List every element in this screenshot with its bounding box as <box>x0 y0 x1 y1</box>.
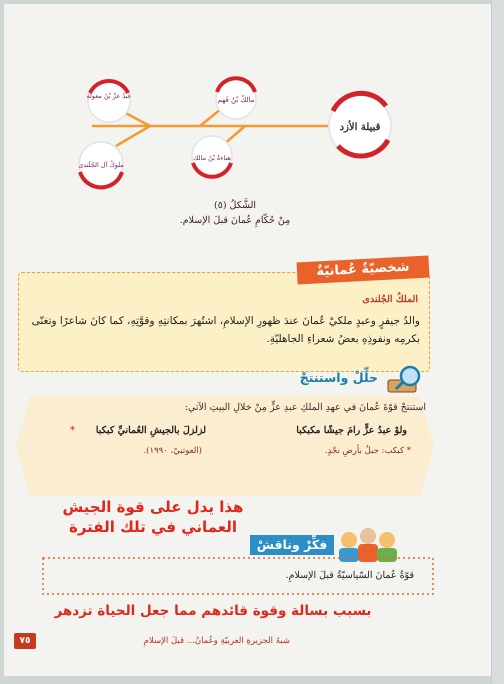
figure-caption: مِنْ حُكّامِ عُمانَ قبلَ الإسلام. <box>179 215 291 226</box>
handwritten-answer-2: بسبب بسالة وقوة قائدهم مما جعل الحياة تزدهر <box>54 603 372 619</box>
handwritten-answer-line-1: هذا يدل على قوة الجيش <box>62 498 244 516</box>
think-question: قوّةُ عُمانَ السّياسيّةُ قبلَ الإسلامِ. <box>285 570 414 581</box>
node-abd-izz <box>86 80 131 122</box>
magnifier-book-icon <box>384 364 428 396</box>
page-number: ٧٥ <box>14 633 36 649</box>
analyze-title: حلِّلْ واستنتجْ <box>299 370 378 385</box>
node-label: ملوكُ آل الجُلَندى <box>78 161 124 169</box>
analyze-question: استنتجْ قوّةَ عُمانَ في عهدِ الملكِ عبدِ عزٍّ مِنْ خلالِ البيتِ الآتي: <box>184 402 426 413</box>
verse-star: * <box>70 425 75 436</box>
chapter-footer: شبهُ الجزيرةِ العربيّةِ وعُمانُ... قبلَ الإسلامِ <box>143 636 290 646</box>
kabkab-note: * كبكب: جبلٌ بأرضِ نجْدٍ. <box>324 446 411 456</box>
node-label: عبدُ عزّ بْنُ معولة <box>86 92 132 100</box>
figure-name: الملكُ الجُلندى <box>362 294 418 305</box>
node-julanda <box>78 142 124 187</box>
omani-figure-title: شخصيّةٌ عُمانيّةٌ <box>297 256 430 285</box>
node-hanaa <box>192 136 232 177</box>
source-citation: (العوتبيّ، ١٩٩٠). <box>143 446 202 456</box>
verse-second-half: لزلزلَ بالجيشِ العُمانيِّ كبكبا <box>95 425 206 436</box>
node-label: مالكُ بْنُ فَهم <box>217 96 255 104</box>
think-discuss-title: فكِّرْ وناقشْ <box>250 535 334 555</box>
verse-first-half: ولوْ عبدُ عزٍّ رامَ جيشًا مكبكبا <box>296 425 407 436</box>
root-node <box>329 93 391 157</box>
node-label: هناءةُ بْنُ مالك <box>193 154 231 162</box>
root-node-label: قبيلة الأزد <box>339 122 381 133</box>
handwritten-answer-line-2: العماني في تلك الفترة <box>68 518 237 536</box>
figure-description: والدُ جيفرٍ وعبدٍ ملكيْ عُمانَ عندَ ظهورِ الإسلامِ، اشتُهرَ بمكانتِهِ وقوَّتِهِ، كما كانَ شاعرًا وتغنّى بكرمِه ونفوذِهِ بعضُ شعراءِ الجاهليّةِ. <box>31 315 420 345</box>
figure-number: الشَّكلُ (٥) <box>213 200 256 211</box>
node-malik-bin-fahm <box>216 78 256 119</box>
